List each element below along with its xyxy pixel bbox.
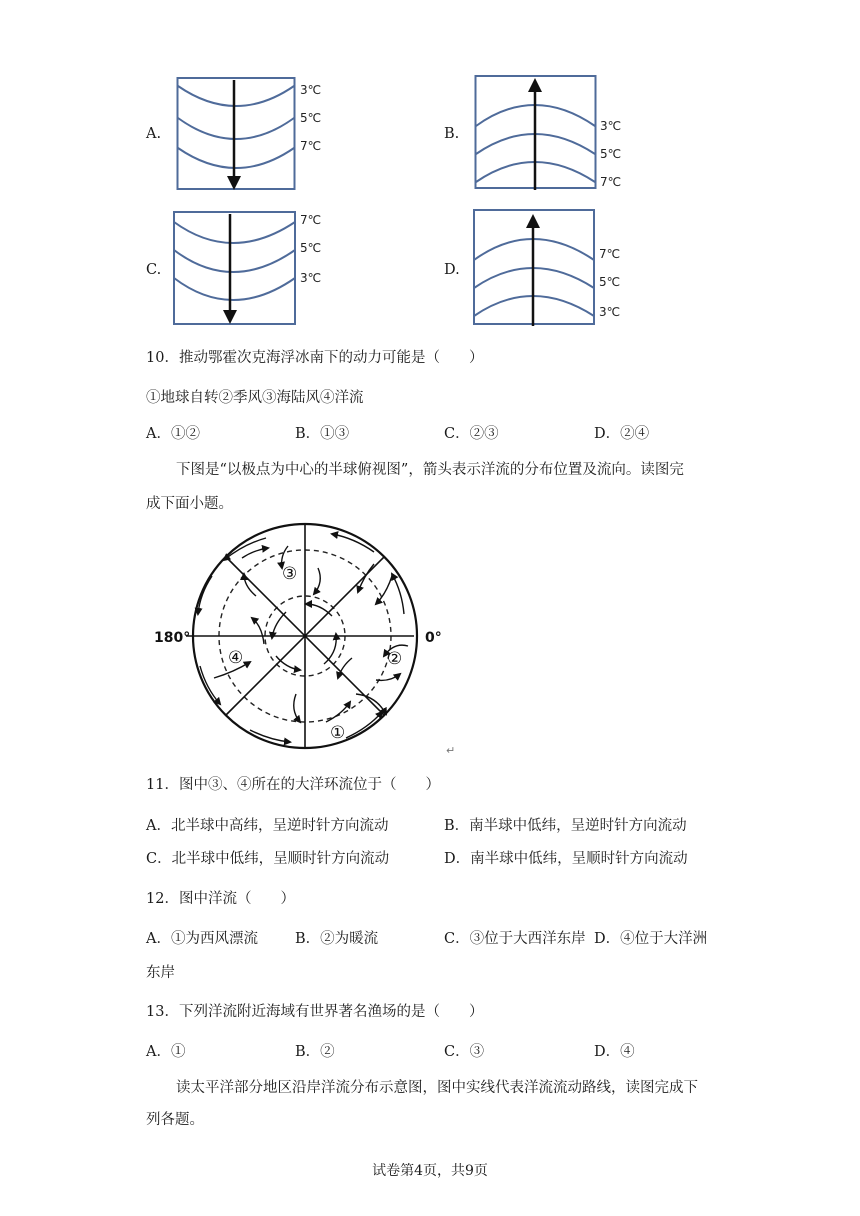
option-b-diagram: [474, 74, 634, 194]
arrow-head-icon: [223, 310, 237, 324]
current-arrow: [294, 694, 300, 722]
current-arrow: [346, 712, 382, 738]
q12-option-a[interactable]: A．①为西风漂流: [146, 931, 258, 947]
temp-label: 3℃: [600, 119, 622, 133]
current-arrow: [376, 576, 392, 604]
current-arrow: [276, 656, 300, 670]
page-footer: 试卷第4页，共9页: [372, 1163, 488, 1179]
q10-option-c[interactable]: C．②③: [444, 426, 499, 442]
marker-4: ④: [228, 648, 244, 668]
label-180: 180°: [154, 630, 191, 646]
current-arrow: [242, 548, 268, 558]
isotherm-line: [174, 278, 295, 300]
q11-option-a[interactable]: A．北半球中高纬，呈逆时针方向流动: [146, 818, 389, 834]
isotherm-line: [178, 148, 294, 168]
q12-option-d[interactable]: D．④位于大洋洲: [594, 931, 708, 947]
temp-label: 7℃: [300, 213, 322, 227]
option-d-label: D.: [444, 262, 460, 278]
q10-option-b[interactable]: B．①③: [295, 426, 350, 442]
q10-option-d[interactable]: D．②④: [594, 426, 650, 442]
arrow-head-icon: [528, 78, 542, 92]
q11-option-b[interactable]: B．南半球中低纬，呈逆时针方向流动: [444, 818, 687, 834]
q12-option-c[interactable]: C．③位于大西洋东岸: [444, 931, 586, 947]
temp-label: 5℃: [300, 111, 322, 125]
isotherm-line: [178, 86, 294, 106]
current-arrow: [200, 666, 220, 704]
marker-1: ①: [330, 723, 346, 743]
temp-label: 5℃: [599, 275, 621, 289]
q11-stem: 11．图中③、④所在的大洋环流位于（ ）: [146, 777, 440, 793]
q11-option-c[interactable]: C．北半球中低纬，呈顺时针方向流动: [146, 851, 390, 867]
arrow-head-icon: [526, 214, 540, 228]
q10-option-a[interactable]: A．①②: [146, 426, 200, 442]
current-arrow: [252, 618, 264, 644]
option-b-label: B.: [444, 126, 460, 142]
temp-label: 3℃: [300, 83, 322, 97]
intro2-line1: 读太平洋部分地区沿岸洋流分布示意图，图中实线代表洋流流动路线，读图完成下: [176, 1080, 698, 1096]
q10-items: ①地球自转②季风③海陆风④洋流: [146, 390, 364, 406]
arrow-head-icon: [227, 176, 241, 190]
diagram-frame: [174, 212, 295, 324]
q11-option-d[interactable]: D．南半球中低纬，呈顺时针方向流动: [444, 851, 688, 867]
q13-option-d[interactable]: D．④: [594, 1044, 635, 1060]
q12-option-b[interactable]: B．②为暖流: [295, 931, 379, 947]
current-arrow: [306, 604, 332, 616]
intro1-line2: 成下面小题。: [146, 496, 233, 512]
intro1-line1: 下图是“以极点为中心的半球俯视图”，箭头表示洋流的分布位置及流向。读图完: [176, 462, 684, 478]
q13-stem: 13．下列洋流附近海域有世界著名渔场的是（ ）: [146, 1004, 484, 1020]
intro2-line2: 列各题。: [146, 1112, 204, 1128]
current-arrow: [358, 564, 374, 592]
diagram-frame: [178, 78, 295, 189]
isotherm-line: [178, 118, 294, 139]
temp-label: 7℃: [599, 247, 621, 261]
q12-stem: 12．图中洋流（ ）: [146, 891, 295, 907]
q13-option-c[interactable]: C．③: [444, 1044, 485, 1060]
isotherm-line: [174, 250, 295, 272]
option-a-label: A.: [146, 126, 162, 142]
label-0: 0°: [425, 630, 442, 646]
q13-option-b[interactable]: B．②: [295, 1044, 335, 1060]
q10-stem: 10．推动鄂霍次克海浮冰南下的动力可能是（ ）: [146, 350, 484, 366]
isotherm-line: [174, 222, 295, 243]
current-arrow: [314, 568, 320, 594]
temp-label: 7℃: [600, 175, 622, 189]
current-arrow: [324, 634, 336, 664]
marker-3: ③: [282, 564, 298, 584]
temp-label: 7℃: [300, 139, 322, 153]
temp-label: 5℃: [600, 147, 622, 161]
temp-label: 5℃: [300, 241, 322, 255]
option-c-label: C.: [146, 262, 162, 278]
option-d-diagram: [472, 208, 632, 328]
temp-label: 3℃: [300, 271, 322, 285]
q13-option-a[interactable]: A．①: [146, 1044, 186, 1060]
marker-2: ②: [387, 649, 403, 669]
return-mark: ↵: [446, 744, 456, 756]
polar-hemisphere-map: [146, 516, 476, 756]
temp-label: 3℃: [599, 305, 621, 319]
current-arrow: [356, 694, 386, 714]
q12-option-d-wrap: 东岸: [146, 965, 175, 981]
option-a-diagram: [176, 76, 336, 194]
option-c-diagram: [172, 210, 332, 330]
